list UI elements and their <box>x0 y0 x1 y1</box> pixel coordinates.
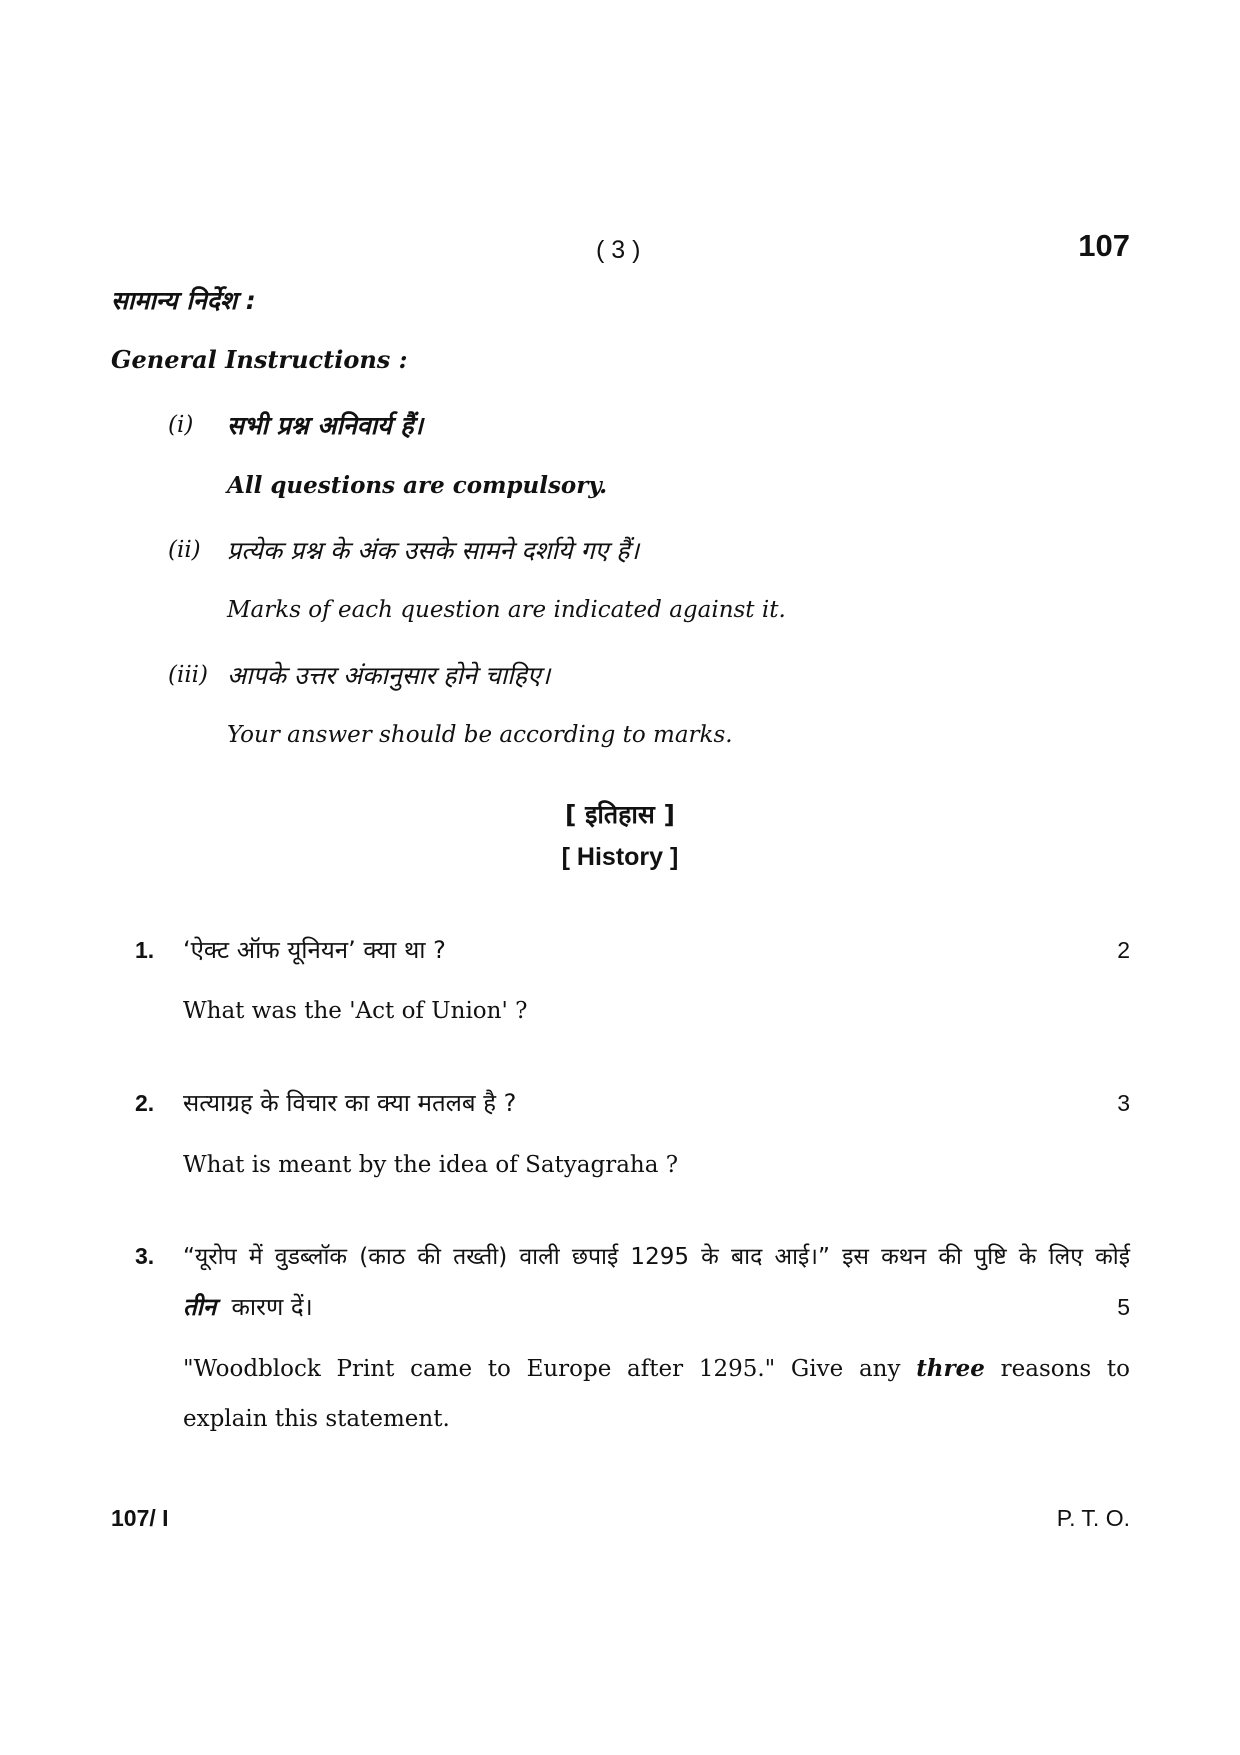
page-number: ( 3 ) <box>596 236 641 264</box>
question-text-english-part: reasons to <box>1000 1356 1130 1382</box>
instruction-text-hindi: आपके उत्तर अंकानुसार होने चाहिए। <box>227 661 551 690</box>
question-text-english: What is meant by the idea of Satyagraha ? <box>183 1152 679 1178</box>
instruction-number: (iii) <box>168 662 209 688</box>
instruction-number: (ii) <box>168 537 201 563</box>
instruction-number: (i) <box>168 412 194 438</box>
instruction-text-hindi: सभी प्रश्न अनिवार्य हैं। <box>227 411 424 440</box>
question-text-hindi-line1: “यूरोप में वुडब्लॉक (काठ की तख्ती) वाली छपाई 1295 के बाद आई।” इस कथन की पुष्टि के लिए कोई <box>183 1244 1130 1270</box>
question-text-hindi-line2 <box>183 1290 313 1323</box>
question-marks: 5 <box>1117 1294 1130 1320</box>
question-text-english-line1 <box>183 1355 1130 1382</box>
question-text-english: What was the 'Act of Union' ? <box>183 998 528 1024</box>
paper-code: 107 <box>1078 228 1130 263</box>
question-number: 3. <box>135 1243 155 1269</box>
instruction-text-english: Your answer should be according to marks. <box>227 722 733 748</box>
instructions-heading-hindi: सामान्य निर्देश : <box>111 286 256 315</box>
question-number: 2. <box>135 1090 155 1116</box>
question-text-hindi: सत्याग्रह के विचार का क्या मतलब है ? <box>183 1089 517 1117</box>
question-text-hindi: ‘ऐक्ट ऑफ यूनियन’ क्या था ? <box>183 936 446 964</box>
question-number: 1. <box>135 937 155 963</box>
question-text-english-line2: explain this statement. <box>183 1406 450 1432</box>
footer-paper-code: 107/ I <box>111 1505 169 1531</box>
question-emphasis: three <box>916 1355 985 1382</box>
instructions-heading-english: General Instructions : <box>111 345 408 374</box>
footer-pto: P. T. O. <box>1056 1505 1130 1531</box>
question-marks: 3 <box>1117 1090 1130 1116</box>
section-title-hindi: [ इतिहास ] <box>565 800 675 829</box>
question-text-hindi-rest: कारण दें। <box>231 1293 313 1321</box>
question-text-english-part: "Woodblock Print came to Europe after 1295." Give any <box>183 1356 901 1382</box>
question-marks: 2 <box>1117 937 1130 963</box>
instruction-text-english: Marks of each question are indicated against it. <box>227 597 786 623</box>
section-title-english: [ History ] <box>561 843 679 871</box>
question-emphasis: तीन <box>183 1293 217 1321</box>
instruction-text-hindi: प्रत्येक प्रश्न के अंक उसके सामने दर्शाये गए हैं। <box>227 536 640 565</box>
instruction-text-english: All questions are compulsory. <box>227 472 608 499</box>
